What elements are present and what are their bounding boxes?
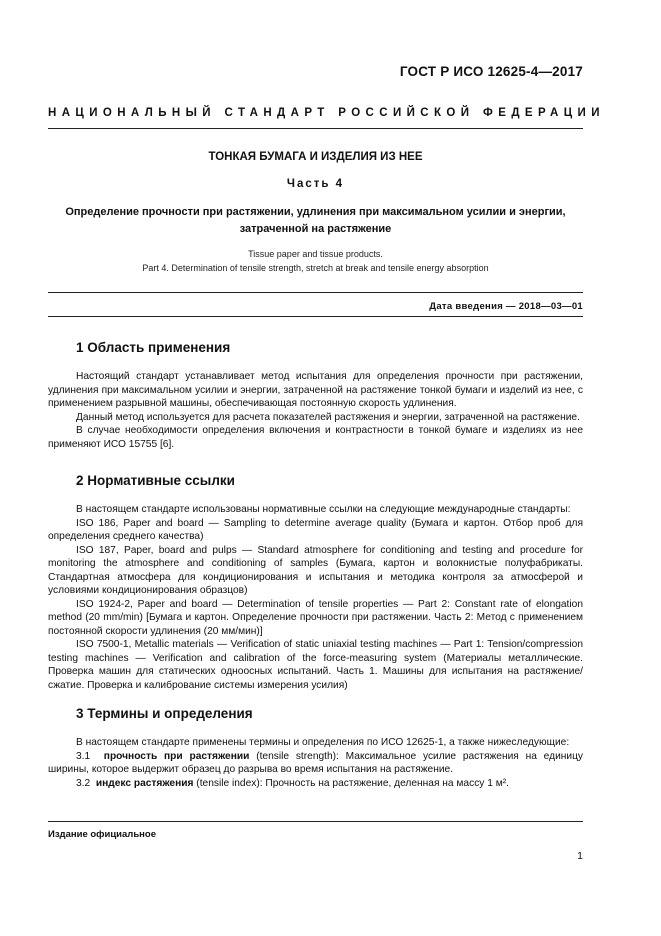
- paragraph: ISO 1924-2, Paper and board — Determination of tensile properties — Part 2: Constant rate of elongation method (20 mm/min) [Бумага и картон. Определение прочности при растяжении. Часть 2: Метод с применением постоянной скорости удлинения (20 мм/мин)]: [48, 598, 583, 637]
- paragraph: Данный метод используется для расчета показателей растяжения и энергии, затраченной на растяжение.: [76, 411, 580, 423]
- paragraph: ISO 7500-1, Metallic materials — Verification of static uniaxial testing machines — Part 1: Tension/compression testing machines — Verification and calibration of the force-measuring system (Материалы металлические. Проверка машин для статических одноосных испытаний. Часть 1. Машины для испытания на растяжение/сжатие. Проверка и калибрование системы измерения усилия): [48, 639, 583, 691]
- section-1-body: [48, 370, 583, 451]
- section-3-heading: 3 Термины и определения: [76, 706, 253, 721]
- term-number: 3.2: [76, 777, 91, 789]
- section-2-body: [48, 503, 583, 692]
- term-number: 3.1: [76, 750, 91, 762]
- title-divider: [48, 292, 583, 293]
- intro-date: Дата введения — 2018—03—01: [429, 301, 583, 312]
- gost-code: ГОСТ Р ИСО 12625-4—2017: [399, 64, 583, 79]
- section-2-heading: 2 Нормативные ссылки: [76, 473, 235, 488]
- paragraph: В случае необходимости определения включения и контрастности в тонкой бумаге и изделиях из нее применяют ИСО 15755 [6].: [48, 425, 583, 450]
- official-edition-label: Издание официальное: [48, 829, 156, 840]
- english-title: [48, 247, 583, 275]
- page-number: 1: [577, 850, 583, 862]
- term-3-2: [48, 777, 583, 791]
- paragraph: Настоящий стандарт устанавливает метод испытания для определения прочности при растяжении, удлинения при максимальном усилии и энергии, затраченной на растяжение тонкой бумаги и изделий из нее, с применением разрывной машины, обеспечивающая постоянную скорость удлинения.: [48, 371, 583, 409]
- paragraph: ISO 186, Paper and board — Sampling to determine average quality (Бумага и картон. Отбор проб для определения среднего качества): [48, 517, 583, 542]
- paragraph: В настоящем стандарте использованы нормативные ссылки на следующие международные стандарты:: [76, 504, 571, 515]
- term-name: прочность при растяжении: [103, 750, 250, 762]
- section-3-body: [48, 736, 583, 790]
- english-title-line1: Tissue paper and tissue products.: [248, 249, 383, 259]
- date-divider: [48, 316, 583, 317]
- term-name: индекс растяжения: [95, 777, 194, 789]
- paragraph: В настоящем стандарте применены термины и определения по ИСО 12625-1, а также нижеследующие:: [76, 737, 570, 748]
- english-title-line2: Part 4. Determination of tensile strength, stretch at break and tensile energy absorption: [142, 263, 489, 273]
- document-subtitle: Определение прочности при растяжении, удлинения при максимальном усилии и энергии, затраченной на растяжение: [65, 206, 566, 235]
- national-standard-banner: НАЦИОНАЛЬНЫЙ СТАНДАРТ РОССИЙСКОЙ ФЕДЕРАЦИИ: [48, 107, 605, 119]
- footer-divider: [48, 821, 583, 822]
- document-title: ТОНКАЯ БУМАГА И ИЗДЕЛИЯ ИЗ НЕЕ: [208, 151, 423, 163]
- term-definition: (tensile index): Прочность на растяжение, деленная на массу 1 м².: [193, 777, 509, 789]
- top-divider: [48, 128, 583, 129]
- paragraph: ISO 187, Paper, board and pulps — Standard atmosphere for conditioning and testing and procedure for monitoring the atmosphere and conditioning of samples (Бумага, картон и волокнистые полуфабрикаты. Стандартная атмосфера для кондиционирования и испытания и методика контроля за атмосферой и условиями кондиционирования образцов): [48, 544, 583, 596]
- section-1-heading: 1 Область применения: [76, 340, 231, 355]
- part-label: Часть 4: [286, 178, 345, 190]
- term-definition: (tensile strength): Максимальное усилие растяжения на единицу ширины, которое выдержит образец до разрыва во время испытания на растяжение.: [48, 750, 584, 775]
- term-3-1: [48, 750, 583, 777]
